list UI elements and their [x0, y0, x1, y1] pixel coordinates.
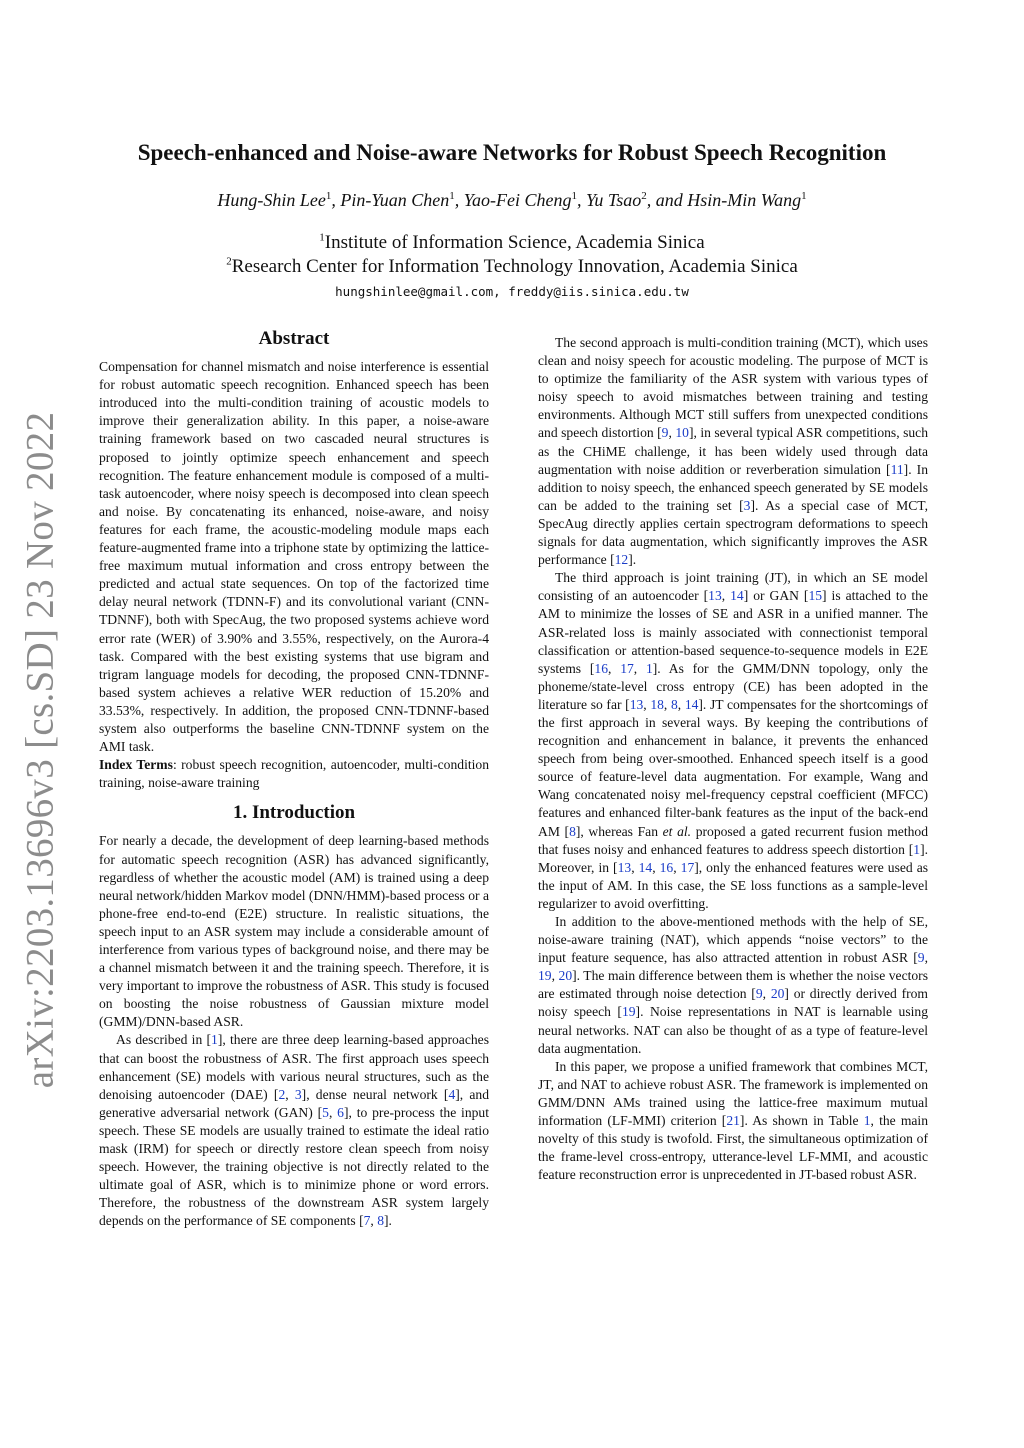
arxiv-sidebar	[18, 411, 62, 1089]
intro-paragraph-3: The second approach is multi-condition training (MCT), which uses clean and noisy speech for acoustic modeling. The purpose of MCT is to optimize the familiarity of the ASR system with various types of noisy speech to avoid mismatches between training and testing environments. Although MCT still suffers from unexpected conditions and speech distortion [9, 10], in several typical ASR competitions, such as the CHiME challenge, it has been widely used through data augmentation with noise addition or reverberation simulation [11]. In addition to noisy speech, the enhanced speech generated by SE models can be added to the training set [3]. As a special case of MCT, SpecAug directly applies certain spectrogram deformations to speech signals for data augmentation, which significantly improves the ASR performance [12].	[538, 335, 928, 568]
author-affiliation-mark: 1	[325, 190, 332, 202]
introduction-heading: 1. Introduction	[232, 802, 356, 824]
citation-link[interactable]: 13	[629, 696, 644, 712]
arxiv-identifier: arXiv:2203.13696v3 [cs.SD] 23 Nov 2022	[18, 411, 62, 1089]
author-name: Yu Tsao	[586, 190, 642, 210]
affiliation-text: Research Center for Information Technology Innovation, Academia Sinica	[231, 256, 798, 277]
citation-link[interactable]: 3	[294, 1086, 302, 1102]
citation-link[interactable]: 20	[558, 968, 573, 984]
citation-link[interactable]: 9	[755, 986, 763, 1002]
citation-link[interactable]: 7	[363, 1213, 371, 1229]
citation-link[interactable]: 14	[638, 859, 653, 875]
citation-link[interactable]: 10	[675, 425, 689, 441]
citation-link[interactable]: 14	[684, 696, 699, 712]
citation-link[interactable]: 8	[670, 696, 678, 712]
citation-link[interactable]: 11	[890, 461, 904, 477]
citation-link[interactable]: 1	[913, 841, 921, 857]
citation-link[interactable]: 15	[808, 588, 823, 604]
author-name: Hung-Shin Lee	[217, 190, 326, 210]
citation-link[interactable]: 9	[661, 425, 669, 441]
left-column	[99, 330, 489, 1231]
paper-title: Speech-enhanced and Noise-aware Networks for Robust Speech Recognition	[137, 140, 887, 165]
author-affiliation-mark: 1	[801, 190, 807, 202]
citation-link[interactable]: 12	[614, 552, 629, 568]
author-name: Pin-Yuan Chen	[340, 190, 450, 210]
index-terms	[99, 756, 489, 792]
citation-link[interactable]: 17	[620, 660, 634, 676]
citation-link[interactable]: 19	[538, 968, 552, 984]
citation-link[interactable]: 16	[594, 660, 608, 676]
author-emails: hungshinlee@gmail.com, freddy@iis.sinica.edu.tw	[335, 284, 689, 299]
citation-link[interactable]: 13	[617, 859, 632, 875]
citation-link[interactable]: 6	[337, 1104, 344, 1120]
citation-link[interactable]: 5	[322, 1104, 329, 1120]
citation-link[interactable]: 1	[863, 1113, 871, 1129]
author-list: Hung-Shin Lee$^1$, Pin-Yuan Chen$^1$, Yao-Fei Cheng$^1$, Yu Tsao$^2$, and Hsin-Min Wang$^1$	[217, 190, 807, 210]
intro-paragraph-6: In this paper, we propose a unified framework that combines MCT, JT, and NAT to achieve robust ASR. The framework is implemented on GMM/DNN AMs trained using the lattice-free maximum mutual information (LF-MMI) criterion [21]. As shown in Table 1, the main novelty of this study is twofold. First, the simultaneous optimization of the frame-level cross-entropy, utterance-level LF-MMI, and acoustic feature reconstruction error is unprecedented in JT-based robust ASR.	[538, 1058, 928, 1183]
intro-paragraph-1: For nearly a decade, the development of deep learning-based methods for automatic speech recognition (ASR) has advanced significantly, regardless of whether the acoustic model (AM) is trained using a deep neural network/hidden Markov model (DNN/HMM)-based process or a phone-free end-to-end (E2E) structure. In realistic situations, the speech input to an ASR system may include a considerable amount of interference from various types of background noise, and there may be a channel mismatch between it and the training speech. Therefore, it is very important to improve the robustness of ASR. This study is focused on boosting the noise robustness of Gaussian mixture model (GMM)/DNN-based ASR.	[99, 833, 489, 1030]
author-affiliation-mark: 1	[571, 190, 578, 202]
affiliation-2	[0, 256, 1024, 278]
intro-paragraph-2: As described in [1], there are three deep learning-based approaches that can boost the robustness of ASR. The first approach uses speech enhancement (SE) models with various neural structures, such as the denoising autoencoder (DAE) [2, 3], dense neural network [4], and generative adversarial network (GAN) [5, 6], to pre-process the input speech. These SE models are usually trained to estimate the ideal ratio mask (IRM) for speech or directly restore clean speech from noisy speech. However, the training objective is not directly related to the ultimate goal of ASR, which is to minimize phone or word errors. Therefore, the robustness of the downstream ASR system largely depends on the performance of SE components [7, 8].	[99, 1032, 490, 1229]
citation-link[interactable]: 8	[569, 823, 576, 839]
citation-link[interactable]: 14	[730, 588, 744, 604]
citation-link[interactable]: 2	[278, 1086, 286, 1102]
citation-link[interactable]: 4	[448, 1086, 456, 1102]
italic-text: et al.	[662, 823, 692, 839]
abstract-heading: Abstract	[258, 328, 330, 349]
citation-link[interactable]: 1	[211, 1032, 218, 1048]
citation-link[interactable]: 13	[708, 588, 722, 604]
author-name: Yao-Fei Cheng	[463, 190, 572, 210]
intro-paragraph-4: The third approach is joint training (JT), in which an SE model consisting of an autoencoder [13, 14] or GAN [15] is attached to the AM to minimize the losses of SE and ASR in a unified manner. The ASR-related loss is mainly associated with connectionist temporal classification or attention-based sequence-to-sequence models in E2E systems [16, 17, 1]. As for the GMM/DNN topology, only the phoneme/state-level cross entropy (CE) has been adopted in the literature so far [13, 18, 8, 14]. JT compensates for the shortcomings of the first approach in several ways. By keeping the contributions of recognition and enhancement in balance, it prevents the enhanced speech from being over-smoothed. Enhanced speech itself is a good source of feature-level data augmentation. For example, Wang and Wang concatenated noisy mel-frequency cepstral coefficient (MFCC) features and enhanced filter-bank features as the input of the back-end AM [8], whereas Fan et al. proposed a gated recurrent fusion method that fuses noisy and enhanced features to address speech distortion [1]. Moreover, in [13, 14, 16, 17], only the enhanced features were used as the input of AM. In this case, the SE loss functions as a sample-level regularizer to avoid overfitting.	[538, 570, 929, 911]
affiliation-number: 1	[319, 231, 325, 244]
affiliation-1	[0, 232, 1024, 254]
intro-paragraph-5: In addition to the above-mentioned methods with the help of SE, noise-aware training (NAT), which appends “noise vectors” to the input feature sequence, has also attracted attention in robust ASR [9, 19, 20]. The main difference between them is whether the noise vectors are estimated through noise detection [9, 20] or directly derived from noisy speech [19]. Noise representations in NAT is learnable using neural networks. NAT can also be thought of as a type of feature-level data augmentation.	[538, 914, 929, 1056]
affiliation-number: 2	[226, 255, 232, 268]
citation-link[interactable]: 1	[645, 660, 653, 676]
affiliation-text: Institute of Information Science, Academia Sinica	[324, 232, 705, 253]
right-column	[538, 334, 928, 1184]
author-affiliation-mark: 1	[449, 190, 455, 202]
citation-link[interactable]: 3	[743, 497, 751, 513]
citation-link[interactable]: 9	[917, 950, 925, 966]
citation-link[interactable]: 16	[659, 859, 674, 875]
index-terms-label: Index Terms	[99, 757, 173, 773]
abstract-text: Compensation for channel mismatch and noise interference is essential for robust automatic speech recognition. Enhanced speech has been introduced into the multi-condition training of acoustic models to improve their generalization ability. In this paper, a noise-aware training framework based on two cascaded neural structures is proposed to jointly optimize speech enhancement and speech recognition. The feature enhancement module is composed of a multi-task autoencoder, where noisy speech is decomposed into clean speech and noise. By concatenating its enhanced, noise-aware, and noisy features for each frame, the acoustic-modeling module maps each feature-augmented frame into a triphone state by optimizing the lattice-free maximum mutual information and cross entropy between the predicted and actual state sequences. On top of the factorized time delay neural network (TDNN-F) and its convolutional variant (CNN-TDNNF), both with SpecAug, the two proposed systems achieve word error rate (WER) of 3.90% and 3.55%, respectively, on the Aurora-4 task. Compared with the best existing systems that use bigram and trigram language models for decoding, the proposed CNN-TDNNF-based system achieves a relative WER reduction of 15.20% and 33.53%, respectively. In addition, the proposed CNN-TDNNF-based system also outperforms the baseline CNN-TDNNF system on the AMI task.	[99, 359, 489, 755]
citation-link[interactable]: 20	[770, 986, 785, 1002]
citation-link[interactable]: 21	[726, 1113, 740, 1129]
index-terms-text: : robust speech recognition, autoencoder, multi-condition training, noise-aware training	[99, 757, 489, 791]
citation-link[interactable]: 8	[377, 1213, 385, 1229]
citation-link[interactable]: 18	[650, 696, 664, 712]
citation-link[interactable]: 17	[680, 859, 695, 875]
citation-link[interactable]: 19	[621, 1004, 636, 1020]
author-name: Hsin-Min Wang	[687, 190, 802, 210]
author-affiliation-mark: 2	[641, 190, 647, 202]
